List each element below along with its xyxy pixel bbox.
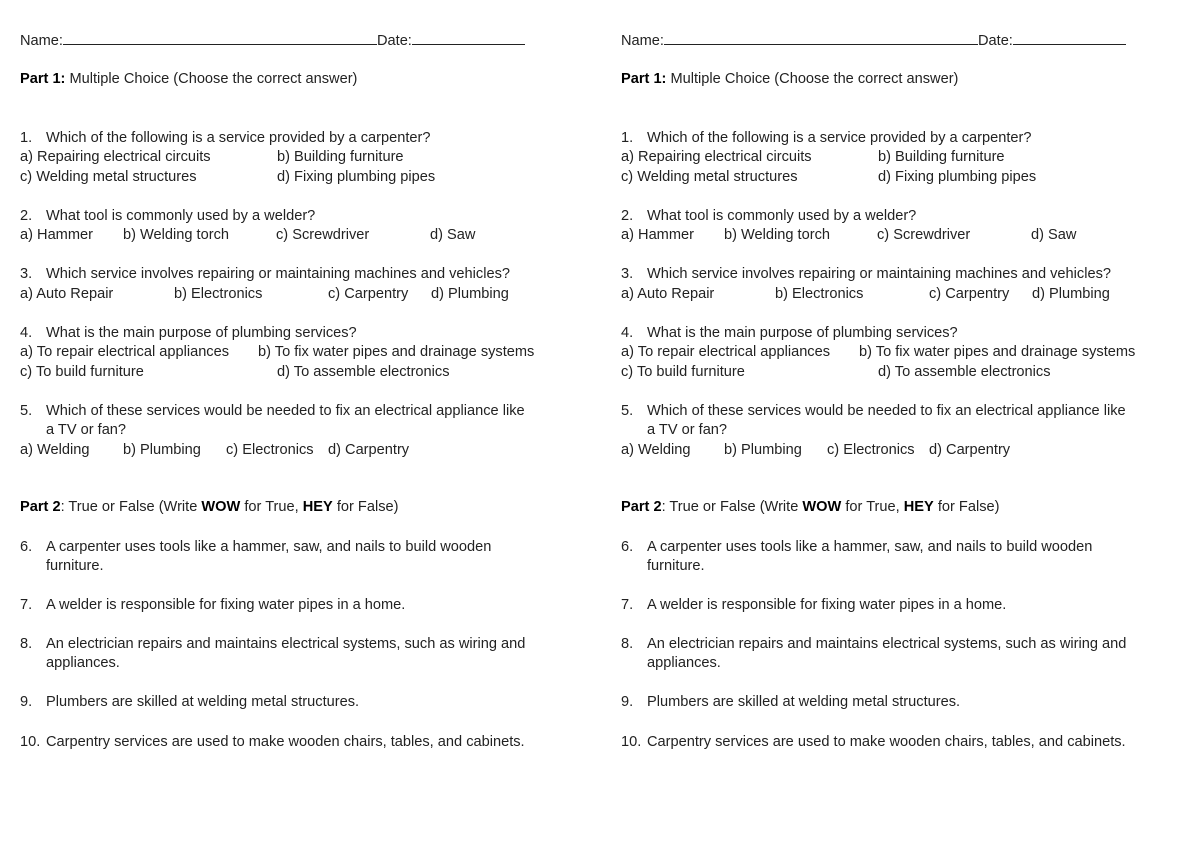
option: d) Plumbing: [1032, 286, 1110, 302]
statement-6: [621, 538, 1093, 557]
false-keyword: HEY: [903, 499, 934, 515]
option: b) To fix water pipes and drainage systems: [859, 344, 1136, 360]
date-label: Date:: [376, 33, 412, 49]
option: d) Fixing plumbing pipes: [277, 169, 436, 185]
statement-text: Plumbers are skilled at welding metal structures.: [647, 694, 961, 710]
question-text: What tool is commonly used by a welder?: [647, 208, 917, 224]
part2-heading: [621, 498, 999, 517]
statement-number: 8.: [20, 636, 33, 652]
part2-label: Part 2: [621, 499, 662, 515]
question-text: Which of the following is a service provided by a carpenter?: [647, 130, 1032, 146]
question-2: [20, 207, 316, 226]
option: c) To build furniture: [20, 364, 144, 380]
name-date-line: [621, 31, 1126, 51]
statement-text: An electrician repairs and maintains electrical systems, such as wiring and: [46, 636, 526, 652]
statement-number: 8.: [621, 636, 634, 652]
statement-8: [20, 635, 526, 654]
option: d) To assemble electronics: [878, 364, 1051, 380]
name-blank[interactable]: [63, 31, 377, 45]
part2-instruction: for True,: [841, 499, 904, 515]
statement-text-continued: furniture.: [46, 558, 104, 574]
option: b) Welding torch: [123, 227, 229, 243]
question-number: 2.: [621, 208, 634, 224]
question-text: Which service involves repairing or maintaining machines and vehicles?: [647, 266, 1111, 282]
option: c) Electronics: [827, 442, 915, 458]
statement-text-continued: furniture.: [647, 558, 705, 574]
name-label: Name:: [20, 33, 63, 49]
option: a) Hammer: [621, 227, 694, 243]
part2-instruction: : True or False (Write: [60, 499, 202, 515]
part1-instruction: Multiple Choice (Choose the correct answer): [65, 71, 358, 87]
question-text: What is the main purpose of plumbing services?: [647, 325, 958, 341]
option: b) Electronics: [174, 286, 263, 302]
part2-instruction: for False): [332, 499, 399, 515]
option: b) To fix water pipes and drainage systems: [258, 344, 535, 360]
question-1: [20, 129, 431, 148]
part2-instruction: for False): [933, 499, 1000, 515]
statement-text-continued: appliances.: [46, 655, 120, 671]
option: a) Auto Repair: [20, 286, 114, 302]
name-date-line: [20, 31, 525, 51]
question-number: 2.: [20, 208, 33, 224]
option: b) Building furniture: [277, 149, 404, 165]
part2-instruction: for True,: [240, 499, 303, 515]
option: d) Carpentry: [328, 442, 410, 458]
option: d) Saw: [1031, 227, 1077, 243]
part2-heading: [20, 498, 398, 517]
statement-text: Plumbers are skilled at welding metal structures.: [46, 694, 360, 710]
date-label: Date:: [977, 33, 1013, 49]
question-number: 4.: [20, 325, 33, 341]
option: b) Welding torch: [724, 227, 830, 243]
option: b) Plumbing: [724, 442, 802, 458]
option: c) Welding metal structures: [20, 169, 197, 185]
question-text: Which of these services would be needed to fix an electrical appliance like: [647, 403, 1126, 419]
option: a) Repairing electrical circuits: [621, 149, 812, 165]
option: a) Welding: [621, 442, 691, 458]
option: a) Repairing electrical circuits: [20, 149, 211, 165]
statement-number: 7.: [621, 597, 634, 613]
option: c) To build furniture: [621, 364, 745, 380]
name-label: Name:: [621, 33, 664, 49]
statement-number: 10.: [20, 734, 41, 750]
statement-6: [20, 538, 492, 557]
question-number: 1.: [20, 130, 33, 146]
statement-10: [621, 733, 1126, 752]
question-number: 3.: [20, 266, 33, 282]
option: d) Fixing plumbing pipes: [878, 169, 1037, 185]
option: b) Electronics: [775, 286, 864, 302]
question-4: [20, 324, 357, 343]
question-number: 3.: [621, 266, 634, 282]
worksheet-copy-right: [621, 0, 1181, 849]
option: c) Electronics: [226, 442, 314, 458]
question-text: What tool is commonly used by a welder?: [46, 208, 316, 224]
name-blank[interactable]: [664, 31, 978, 45]
statement-text: An electrician repairs and maintains electrical systems, such as wiring and: [647, 636, 1127, 652]
statement-number: 6.: [621, 539, 634, 555]
statement-number: 9.: [621, 694, 634, 710]
option: d) Carpentry: [929, 442, 1011, 458]
true-keyword: WOW: [802, 499, 842, 515]
option: c) Carpentry: [929, 286, 1010, 302]
question-text-continued: a TV or fan?: [46, 422, 127, 438]
statement-8: [621, 635, 1127, 654]
worksheet-copy-left: [20, 0, 580, 849]
question-3: [20, 265, 510, 284]
option: c) Welding metal structures: [621, 169, 798, 185]
option: b) Plumbing: [123, 442, 201, 458]
option: c) Screwdriver: [276, 227, 370, 243]
question-number: 5.: [621, 403, 634, 419]
date-blank[interactable]: [412, 31, 525, 45]
question-text: What is the main purpose of plumbing services?: [46, 325, 357, 341]
question-number: 1.: [621, 130, 634, 146]
option: a) Welding: [20, 442, 90, 458]
statement-number: 10.: [621, 734, 642, 750]
statement-9: [621, 693, 961, 712]
question-5: [621, 402, 1126, 421]
option: b) Building furniture: [878, 149, 1005, 165]
part1-heading: [621, 70, 958, 89]
question-1: [621, 129, 1032, 148]
question-text: Which service involves repairing or maintaining machines and vehicles?: [46, 266, 510, 282]
question-number: 5.: [20, 403, 33, 419]
question-text-continued: a TV or fan?: [647, 422, 728, 438]
statement-number: 6.: [20, 539, 33, 555]
statement-10: [20, 733, 525, 752]
statement-text: A carpenter uses tools like a hammer, saw, and nails to build wooden: [647, 539, 1093, 555]
statement-7: [20, 596, 406, 615]
question-5: [20, 402, 525, 421]
option: c) Screwdriver: [877, 227, 971, 243]
option: d) Plumbing: [431, 286, 509, 302]
option: d) To assemble electronics: [277, 364, 450, 380]
question-4: [621, 324, 958, 343]
statement-text: A welder is responsible for fixing water pipes in a home.: [647, 597, 1007, 613]
option: a) To repair electrical appliances: [621, 344, 831, 360]
statement-number: 9.: [20, 694, 33, 710]
part2-label: Part 2: [20, 499, 61, 515]
question-number: 4.: [621, 325, 634, 341]
statement-number: 7.: [20, 597, 33, 613]
question-text: Which of the following is a service provided by a carpenter?: [46, 130, 431, 146]
false-keyword: HEY: [302, 499, 333, 515]
part1-instruction: Multiple Choice (Choose the correct answer): [666, 71, 959, 87]
statement-text: A welder is responsible for fixing water pipes in a home.: [46, 597, 406, 613]
part1-label: Part 1:: [621, 71, 667, 87]
part1-heading: [20, 70, 357, 89]
part1-label: Part 1:: [20, 71, 66, 87]
question-3: [621, 265, 1111, 284]
statement-text: Carpentry services are used to make wooden chairs, tables, and cabinets.: [46, 734, 525, 750]
option: a) Hammer: [20, 227, 93, 243]
true-keyword: WOW: [201, 499, 241, 515]
question-text: Which of these services would be needed to fix an electrical appliance like: [46, 403, 525, 419]
option: c) Carpentry: [328, 286, 409, 302]
option: a) Auto Repair: [621, 286, 715, 302]
statement-7: [621, 596, 1007, 615]
date-blank[interactable]: [1013, 31, 1126, 45]
statement-9: [20, 693, 360, 712]
statement-text: Carpentry services are used to make wooden chairs, tables, and cabinets.: [647, 734, 1126, 750]
statement-text: A carpenter uses tools like a hammer, saw, and nails to build wooden: [46, 539, 492, 555]
option: d) Saw: [430, 227, 476, 243]
statement-text-continued: appliances.: [647, 655, 721, 671]
question-2: [621, 207, 917, 226]
part2-instruction: : True or False (Write: [661, 499, 803, 515]
option: a) To repair electrical appliances: [20, 344, 230, 360]
